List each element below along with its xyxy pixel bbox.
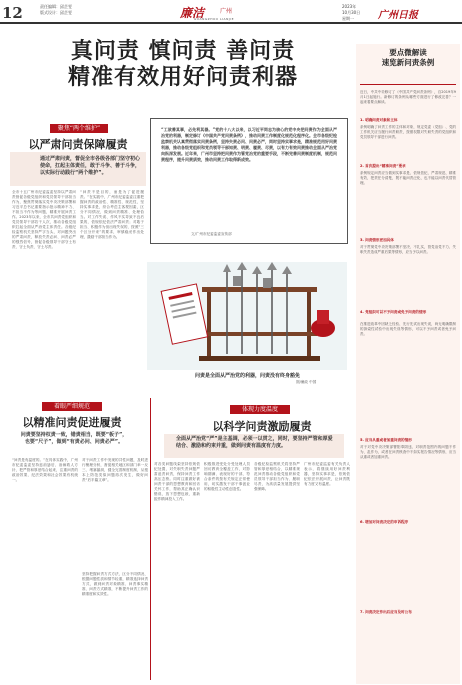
section3-title: 以科学问责激励履责 [212, 420, 312, 433]
sidebar-item-6: 6. 增加对问责决定的申诉程序 [360, 520, 409, 524]
section2-title: 以精准问责促进履责 [22, 416, 122, 429]
section3-column-3: 各级纪检监察机关将坚持严管和厚爱相结合，以精准规范问责推动各级党组织和党员领导干部担当作为、履职尽责，为高质量发展提供坚强保障。 [254, 462, 300, 491]
sidebar-item-1: 1. 明确问责对象和主体 [360, 118, 398, 122]
issue-date [342, 4, 372, 22]
column-divider [150, 398, 151, 680]
sidebar-body-3: 对于贯彻党中央决策部署不坚决、不扎实，管党治党不力、失职失责造成严重后果等情形，应当予以问责。 [360, 245, 456, 254]
illustration-credit: 图/廉政 中国 [296, 380, 317, 384]
page-number: 12 [2, 4, 23, 22]
newspaper-logo: 广州日报 [378, 10, 418, 21]
section2-lede: 问责要坚持权责一致，错责相当，既要“板子”，也要“尺子”，做到“有责必问、问责必严”。 [20, 432, 128, 445]
section1-column-2: “问责不是目的，而是为了促进履责。”在实践中，广州市纪委监委注重把握问责的政治性、精准性、规范性，坚持实事求是，综合考虑主客观因素，区分不同情况，做到问责精准、处理恰当。对工作失误、作风不实导致不良后果的，依规依纪依法严肃问责；对敢于担当、积极作为但出现失误的，按照“三个区分开来”的要求，审慎稳妥作出处理，激励干部担当作为。 [80, 190, 144, 239]
date-year: 2023年 [342, 4, 357, 9]
section1-tag: 聚焦“两个维护” [50, 124, 108, 133]
section3-column-4: 广州市纪委监委有关负责人表示，将继续用好问责利器，坚持实事求是，依规依纪依法开展问责，让问责既有力度又有温度。 [304, 462, 350, 486]
section2-column-3: 坚持把握问责方式方法，区分不同情况、根据问题性质和情节轻重，精准选择问责方式，做到问责对象精准、问责事实精准、问责方式精准，不断提升问责工作的精准度和实效性。 [82, 572, 148, 596]
date-day: 10月30日 [342, 10, 361, 15]
sidebar-item-7: 7. 问责决定作出后应当及时公布 [360, 610, 412, 614]
editor-line: 责任编辑：邱芷雯 [40, 4, 72, 9]
sidebar-title-line-2: 速览新问责条例 [381, 58, 435, 67]
masthead-logo [180, 2, 250, 22]
section1-lede: 通过严肃问责，督促全市各级各部门坚守初心使命，扛起主体责任，敢于斗争、善于斗争，以实际行动践行“两个维护”。 [40, 156, 141, 176]
cartoon-illustration [147, 262, 347, 370]
section2-column-2: 对于问责工作中发现的共性问题，及时进行梳理分析，督促相关地区和部门举一反三、堵塞漏洞，健全完善制度机制，从根本上防范类似问题再次发生，做好问责“后半篇文章”。 [82, 458, 148, 482]
sidebar-item-5: 5. 应当从重或者加重问责的情形 [360, 438, 412, 442]
sidebar-body-5: 对于对党中央决策部署阳奉阴违、对职责范围内的问题不作为、乱作为，或者在问责核查中不如实报告情况等情形，应当从重或者加重问责。 [360, 445, 456, 459]
date-weekday: 星期一 [342, 16, 354, 21]
sidebar-body-1: 条例明确了问责工作的主体和对象，规定党委（党组）、党的工作机关应当履行问责职责，按照权限对失职失责的党组织和党员领导干部进行问责。 [360, 125, 456, 139]
masthead-english: GUANGZHOU LIANJIE [194, 17, 234, 21]
sidebar-title-line-1: 要点微解读 [389, 48, 427, 57]
designer-line: 版式设计：邱芷雯 [40, 10, 72, 15]
main-headline [18, 38, 348, 90]
lead-quote-source: 文/广州市纪委监委宣传部 [191, 232, 232, 236]
sidebar-title [356, 48, 460, 80]
section3-lede: 全面从严治党“严”是主基调，必须一以贯之，同时，要坚持严管和厚爱结合、激励和约束并重，做到问责有温度有力度。 [176, 436, 333, 449]
headline-line-2: 精准有效用好问责利器 [67, 64, 298, 90]
sidebar-item-4: 4. 党组织可以不予问责或免予问责的情形 [360, 310, 427, 314]
editor-info [40, 4, 120, 16]
section1-column-1: 全市十五广州市纪委监委坚持以严肃问责督促各级党组织和党员领导干部担当作为，聚焦贯彻落实党中央决策部署和习近平总书记重要指示批示精神不力、不担当不作为等问题，精准开展问责工作。2023年以来，全市共问责党组织和党员领导干部若干人次，推动各级党组织扛起全面从严治党主体责任。各级纪检监察机关坚持严字当头，对问题突出的严肃问责，释放失责必问、问责必严的强烈信号，督促各级领导干部守土有责、守土负责、守土尽责。 [12, 190, 76, 249]
sidebar-item-3: 3. 问责情形更加具体 [360, 238, 394, 242]
lead-quote-text: “工欲善其事，必先利其器。”党的十八大以来，以习近平同志为核心的党中央把问责作为全面从严治党的利器，制定修订《中国共产党问责条例》，推动问责工作制度化规范化程序化。全市各级纪检监察机关认真贯彻落实问责条例，坚持失责必问、问责必严，同时坚持实事求是，精准规范用好问责利器，推动各级党组织和党员领导干部知责、明责、履责、尽责，以有力有效问责推动全面从严治党向纵深发展。近年来，广州市坚持把问责作为管党治党的重要手段，不断完善问责制度机制，规范问责程序，提升问责质效，推动问责工作取得新成效。 [161, 127, 337, 162]
section3-tag: 体现力度温度 [230, 405, 290, 414]
sidebar-item-2: 2. 首次提出“精准问责”要求 [360, 164, 406, 168]
section2-tag: 着眼严细规范 [42, 402, 102, 411]
masthead-brand: 廉洁 [180, 6, 205, 20]
sidebar-body-4: 在推进改革中因缺乏经验、先行先试出现失误，尚无明确限制的探索性试验中出现失误等情形，可以不予问责或者免予问责。 [360, 322, 456, 336]
section1-title: 以严肃问责保障履责 [28, 138, 128, 151]
headline-line-1: 真问责 慎问责 善问责 [70, 38, 296, 64]
illustration-caption: 问责是全面从严治党的利器，问责没有终身豁免 [194, 373, 300, 379]
section2-column-1: “问责是有温度的。”在具体实践中，广州市纪委监委坚持惩前毖后、治病救人方针，把严管和厚爱结合起来，注重问责的政治效果、纪法效果和社会效果有机统一。 [12, 458, 78, 482]
section3-column-2: 积极推进受处分受处理人员回访教育全覆盖工作，对影响期满、表现好的干部，符合条件的按有关规定正常使用，切实激发干部干事创业的积极性主动性创造性。 [204, 462, 250, 491]
sidebar-body-2: 条例规定问责应当做到实事求是、依规依纪、严肃规范、精准有效，把责任分清楚，既不能问责泛化、也不能以问责代替管理。 [360, 171, 456, 185]
lead-quote-box [150, 118, 348, 244]
masthead-city: 广州 [220, 8, 233, 15]
sidebar-intro: 近日，中共中央修订了《中国共产党问责条例》，自2019年9月1日起施行。新修订的条例从哪些方面进行了修改完善？一起来看要点解读。 [360, 90, 456, 104]
header-divider [0, 22, 462, 24]
sidebar-divider [360, 84, 456, 85]
weapon-rack-cartoon [147, 262, 347, 370]
section3-column-1: 对各类问题线索坚持依规依纪处置，对失职失责问题严肃追责问责，保持问责工作高压态势。同时注重做好被问责干部的思想教育和回访关怀工作，帮助其正确认识错误，放下思想包袱，重新振作精神投入工作。 [154, 462, 200, 501]
page-header [0, 0, 462, 30]
